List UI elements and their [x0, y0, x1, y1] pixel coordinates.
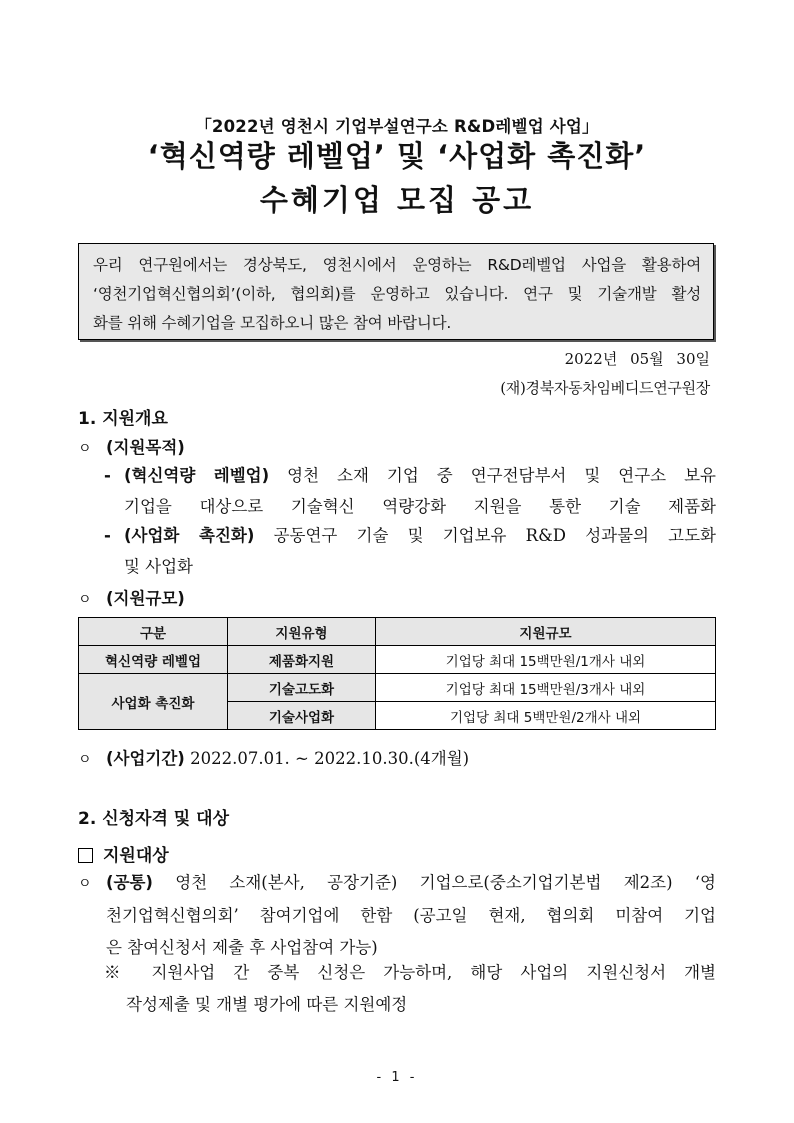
announcement-title-line2: 수혜기업 모집 공고 [259, 183, 535, 217]
bullet-marker: ㅇ [78, 592, 92, 608]
intro-line: ‘영천기업혁신협의회’(이하, 협의회)를 운영하고 있습니다. 연구 및 기술개발 활성 [93, 285, 701, 303]
scale-label: (지원규모) [106, 589, 185, 608]
page-number: - 1 - [376, 1070, 418, 1085]
table-header: 지원유형 [228, 618, 376, 646]
period-label: (사업기간) [106, 749, 185, 768]
item-text: 기업을 대상으로 기술혁신 역량강화 지원을 통한 기술 제품화 [124, 497, 716, 516]
table-row [79, 674, 716, 702]
square-bullet-icon [78, 848, 93, 863]
section1-heading: 1. 지원개요 [78, 409, 168, 429]
table-cell-category: 사업화 촉진화 [79, 674, 228, 730]
intro-line: 화를 위해 수혜기업을 모집하오니 많은 참여 바랍니다. [93, 314, 452, 332]
common-text: 천기업혁신협의회’ 참여기업에 한함 (공고일 현재, 협의회 미참여 기업 [106, 906, 716, 925]
purpose-bullet [78, 434, 185, 458]
intro-line: 우리 연구원에서는 경상북도, 영천시에서 운영하는 R&D레벨업 사업을 활용하여 [93, 256, 701, 274]
organization-name: (재)경북자동차임베디드연구원장 [500, 379, 710, 397]
table-cell-type: 기술사업화 [228, 702, 376, 730]
table-header: 지원규모 [376, 618, 716, 646]
scale-bullet [78, 585, 185, 609]
announcement-date: 2022년 05월 30일 [564, 350, 710, 368]
item-text: 및 사업화 [124, 557, 194, 576]
table-header: 구분 [79, 618, 228, 646]
note-text: 작성제출 및 개별 평가에 따른 지원예정 [126, 995, 408, 1014]
item-label: (사업화 촉진화) [124, 526, 255, 545]
period-value: 2022.07.01. ~ 2022.10.30.(4개월) [184, 749, 470, 768]
announcement-subtitle: 「2022년 영천시 기업부설연구소 R&D레벨업 사업」 [195, 117, 599, 136]
table-cell-category: 혁신역량 레벨업 [79, 646, 228, 674]
table-row [79, 646, 716, 674]
note-text: 지원사업 간 중복 신청은 가능하며, 해당 사업의 지원신청서 개별 [133, 963, 717, 982]
item-text: 공동연구 기술 및 기업보유 R&D 성과물의 고도화 [254, 526, 716, 545]
table-cell-type: 기술고도화 [228, 674, 376, 702]
support-scale-table [78, 617, 716, 730]
common-requirement [78, 867, 716, 964]
purpose-label: (지원목적) [106, 438, 185, 457]
purpose-item-innovation [104, 460, 716, 522]
purpose-item-commercialization [104, 520, 716, 582]
bullet-marker: ㅇ [78, 752, 92, 768]
announcement-title-line1: ‘혁신역량 레벨업’ 및 ‘사업화 촉진화’ [147, 139, 647, 173]
table-header-row [79, 618, 716, 646]
bullet-marker: ㅇ [78, 441, 92, 457]
support-target-label: 지원대상 [103, 846, 169, 866]
common-label: (공통) [106, 873, 153, 892]
bullet-marker: ㅇ [78, 876, 92, 892]
common-text: 은 참여신청서 제출 후 사업참여 가능) [106, 938, 378, 957]
duplicate-application-note [104, 957, 716, 1021]
common-text: 영천 소재(본사, 공장기준) 기업으로(중소기업기본법 제2조) ‘영 [152, 873, 716, 892]
dash-marker: - [104, 466, 111, 485]
intro-box [78, 243, 714, 340]
support-target-heading [78, 841, 169, 866]
table-cell-amount: 기업당 최대 5백만원/2개사 내외 [376, 702, 716, 730]
item-label: (혁신역량 레벨업) [124, 466, 270, 485]
period-bullet [78, 745, 469, 769]
table-cell-type: 제품화지원 [228, 646, 376, 674]
table-cell-amount: 기업당 최대 15백만원/3개사 내외 [376, 674, 716, 702]
table-cell-amount: 기업당 최대 15백만원/1개사 내외 [376, 646, 716, 674]
note-marker: ※ [104, 963, 134, 982]
item-text: 영천 소재 기업 중 연구전담부서 및 연구소 보유 [269, 466, 716, 485]
section2-heading: 2. 신청자격 및 대상 [78, 809, 229, 829]
dash-marker: - [104, 526, 111, 545]
